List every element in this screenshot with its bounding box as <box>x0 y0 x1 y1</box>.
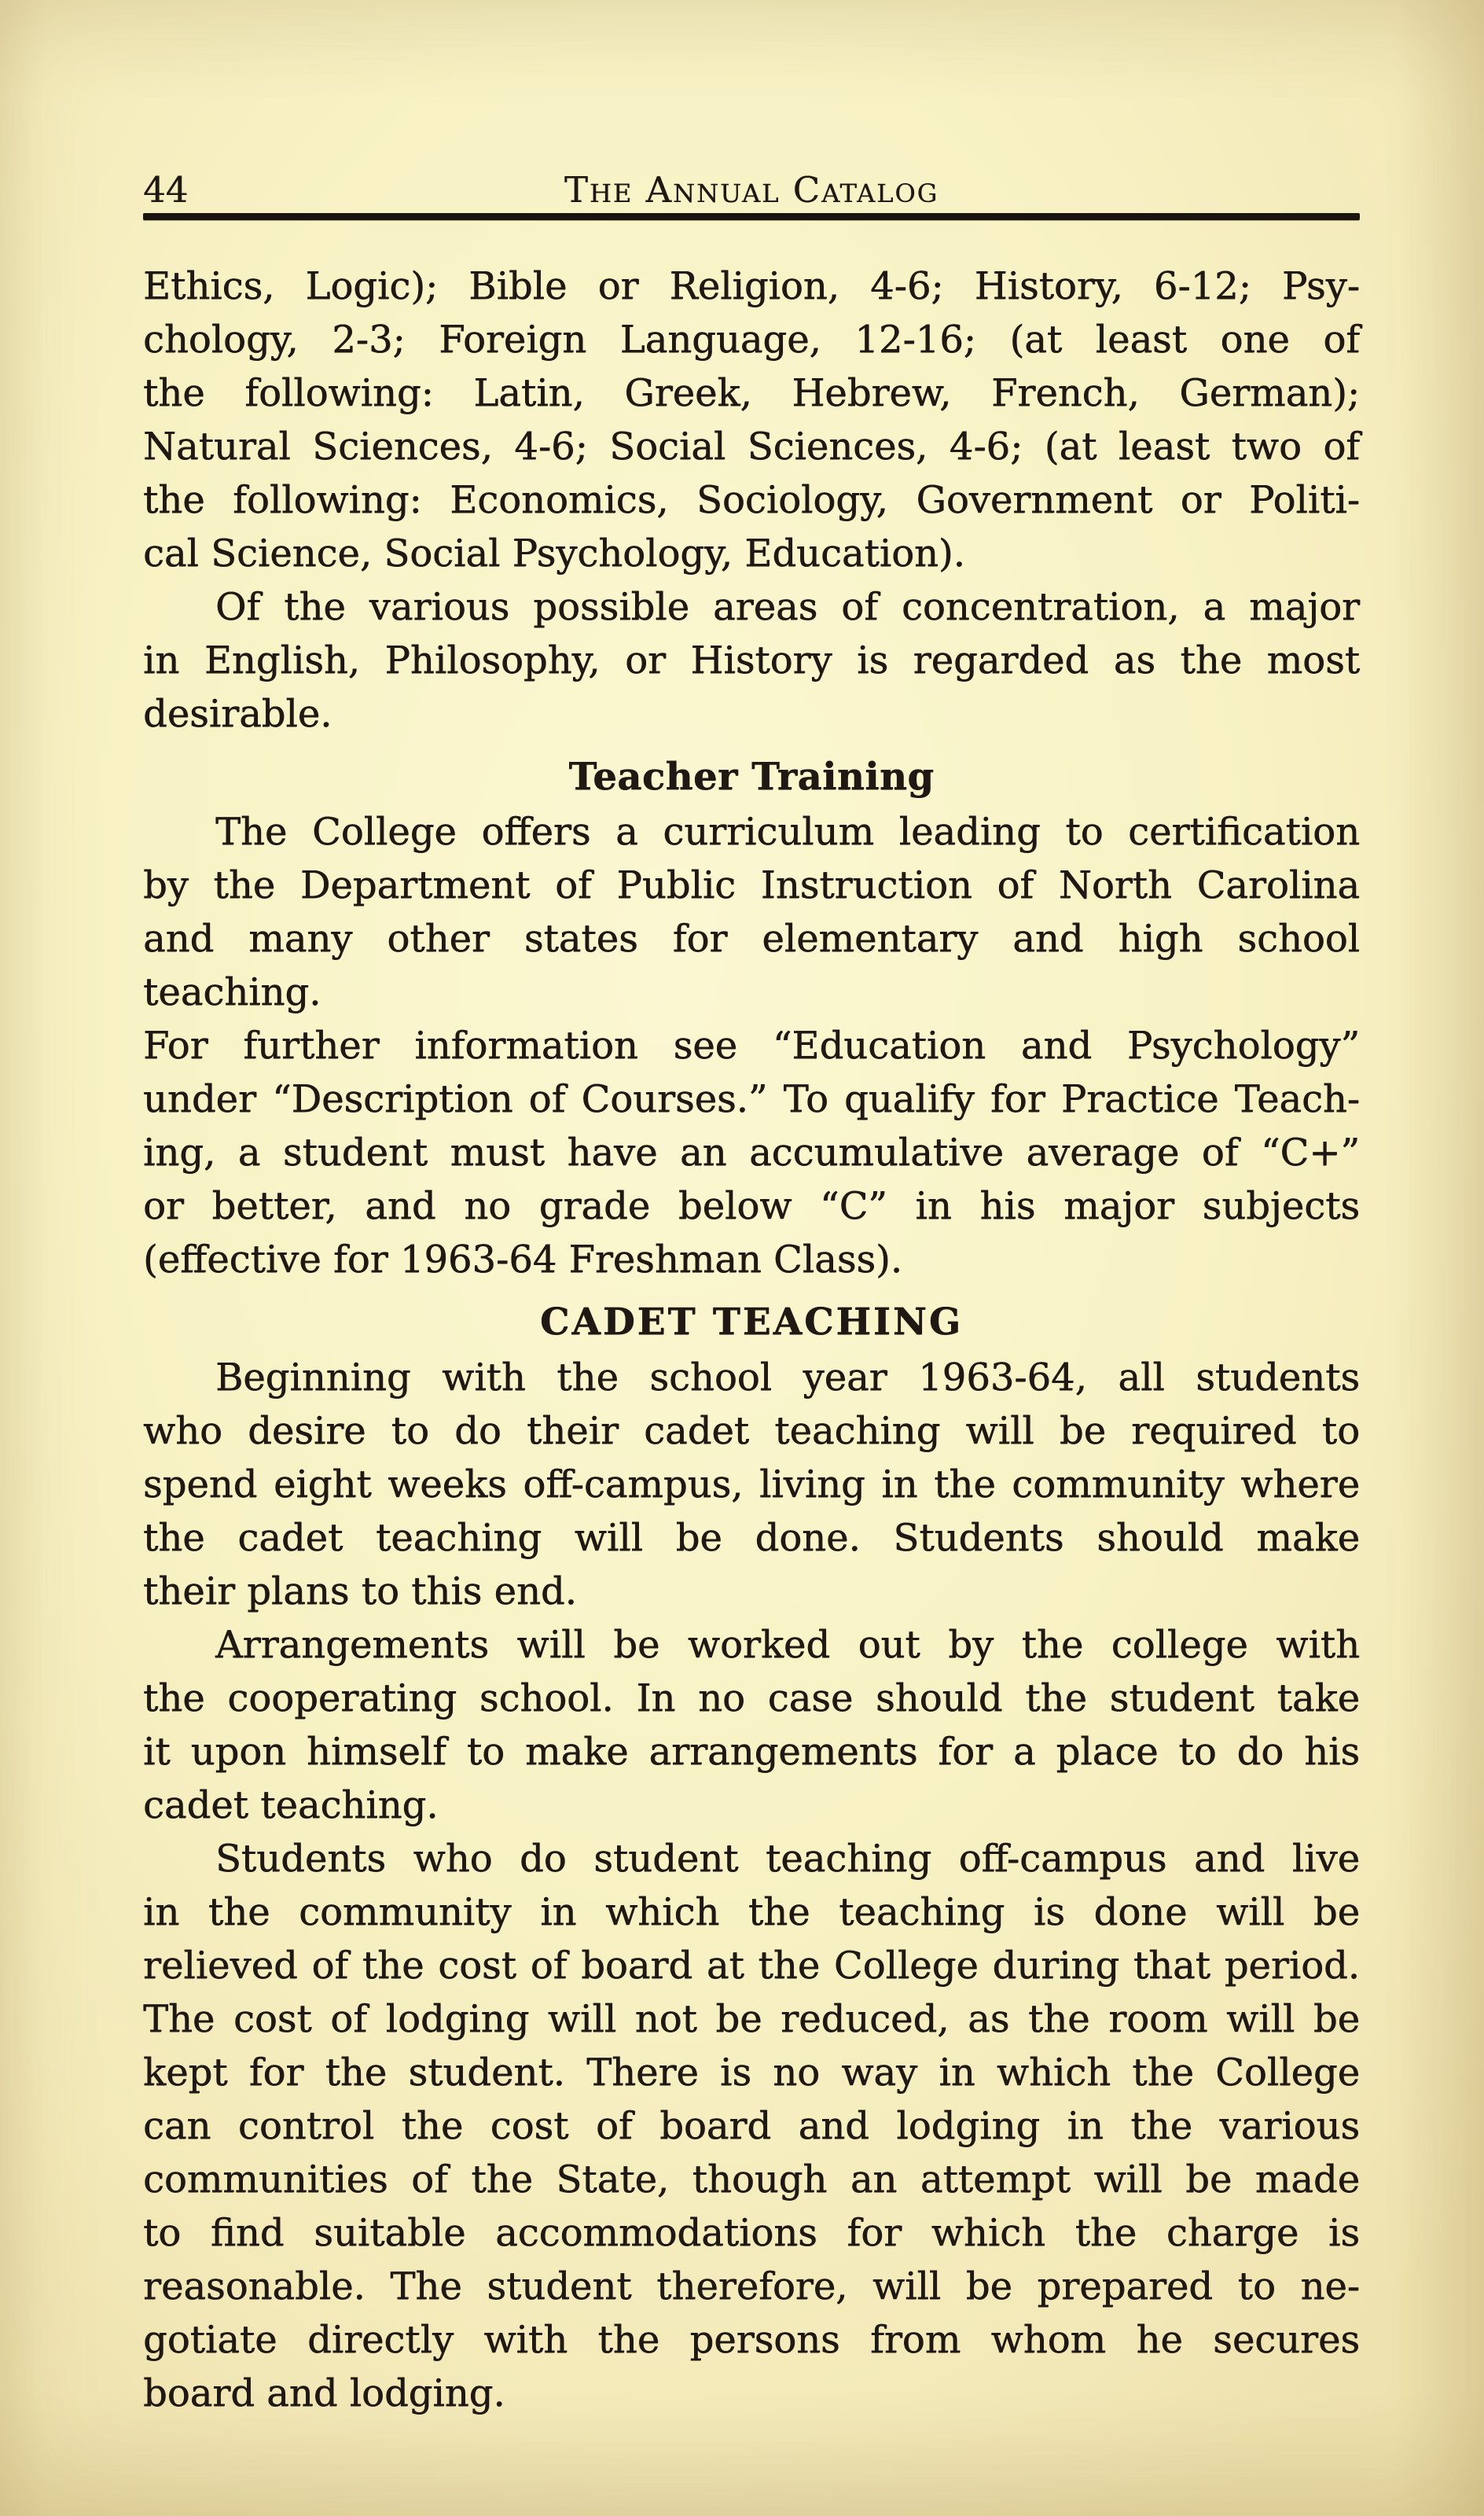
body-line: gotiate directly with the persons from whom he secures <box>143 2318 1360 2362</box>
body-line: The College offers a curriculum leading to certification <box>215 810 1360 854</box>
paragraph <box>143 259 1360 580</box>
body-line: (effective for 1963-64 Freshman Class). <box>143 1238 902 1282</box>
body-line: kept for the student. There is no way in which the College <box>143 2051 1360 2095</box>
body-line: under “Description of Courses.” To qualify for Practice Teach- <box>143 1077 1360 1121</box>
body-line: Natural Sciences, 4-6; Social Sciences, 4-6; (at least two of <box>143 425 1360 469</box>
running-header <box>143 170 1360 212</box>
body-line: Of the various possible areas of concentration, a major <box>215 585 1360 629</box>
body-line: their plans to this end. <box>143 1569 577 1613</box>
body-line: cadet teaching. <box>143 1783 439 1827</box>
paragraph <box>143 1832 1360 2420</box>
body-line: the following: Economics, Sociology, Government or Politi- <box>143 478 1360 522</box>
paragraph <box>143 580 1360 741</box>
body-line: reasonable. The student therefore, will be prepared to ne- <box>143 2264 1360 2308</box>
body-line: to find suitable accommodations for which the charge is <box>143 2211 1360 2255</box>
body-line: the cooperating school. In no case should the student take <box>143 1676 1360 1720</box>
body-line: desirable. <box>143 692 332 736</box>
body-line: relieved of the cost of board at the College during that period. <box>143 1944 1360 1988</box>
body-line: and many other states for elementary and high school teaching. <box>143 917 1360 1014</box>
body-line: or better, and no grade below “C” in his major subjects <box>143 1184 1360 1228</box>
body-line: board and lodging. <box>143 2371 505 2415</box>
body-line: ing, a student must have an accumulative average of “C+” <box>143 1131 1360 1175</box>
paragraph <box>143 805 1360 1286</box>
body-line: in the community in which the teaching is done will be <box>143 1890 1360 1934</box>
body-line: For further information see “Education and Psychology” <box>143 1024 1360 1068</box>
page-header-title: The Annual Catalog <box>564 169 939 211</box>
body-line: Beginning with the school year 1963-64, all students <box>215 1355 1360 1400</box>
body-line: the following: Latin, Greek, Hebrew, French, German); <box>143 371 1360 415</box>
body-line: in English, Philosophy, or History is regarded as the most <box>143 638 1360 682</box>
paragraph <box>143 1618 1360 1832</box>
body-line: communities of the State, though an attempt will be made <box>143 2157 1360 2202</box>
paragraph <box>143 1351 1360 1618</box>
body-line: Students who do student teaching off-campus and live <box>215 1837 1360 1881</box>
page-number: 44 <box>143 169 189 211</box>
body-line: Ethics, Logic); Bible or Religion, 4-6; History, 6-12; Psy- <box>143 264 1360 308</box>
body-line: cal Science, Social Psychology, Education). <box>143 532 965 576</box>
body-line: the cadet teaching will be done. Students should make <box>143 1516 1360 1560</box>
body-line: who desire to do their cadet teaching will be required to <box>143 1409 1360 1453</box>
body-line: by the Department of Public Instruction of North Carolina <box>143 863 1360 907</box>
body-text <box>143 259 1360 2420</box>
body-line: chology, 2-3; Foreign Language, 12-16; (at least one of <box>143 318 1360 362</box>
cadet-teaching-heading: CADET TEACHING <box>540 1300 963 1344</box>
teacher-training-heading: Teacher Training <box>568 755 935 799</box>
header-rule <box>143 213 1360 220</box>
body-line: Arrangements will be worked out by the college with <box>215 1623 1360 1667</box>
body-line: it upon himself to make arrangements for a place to do his <box>143 1730 1360 1774</box>
body-line: spend eight weeks off-campus, living in the community where <box>143 1462 1360 1506</box>
body-line: can control the cost of board and lodging in the various <box>143 2104 1360 2148</box>
body-line: The cost of lodging will not be reduced, as the room will be <box>143 1997 1360 2041</box>
